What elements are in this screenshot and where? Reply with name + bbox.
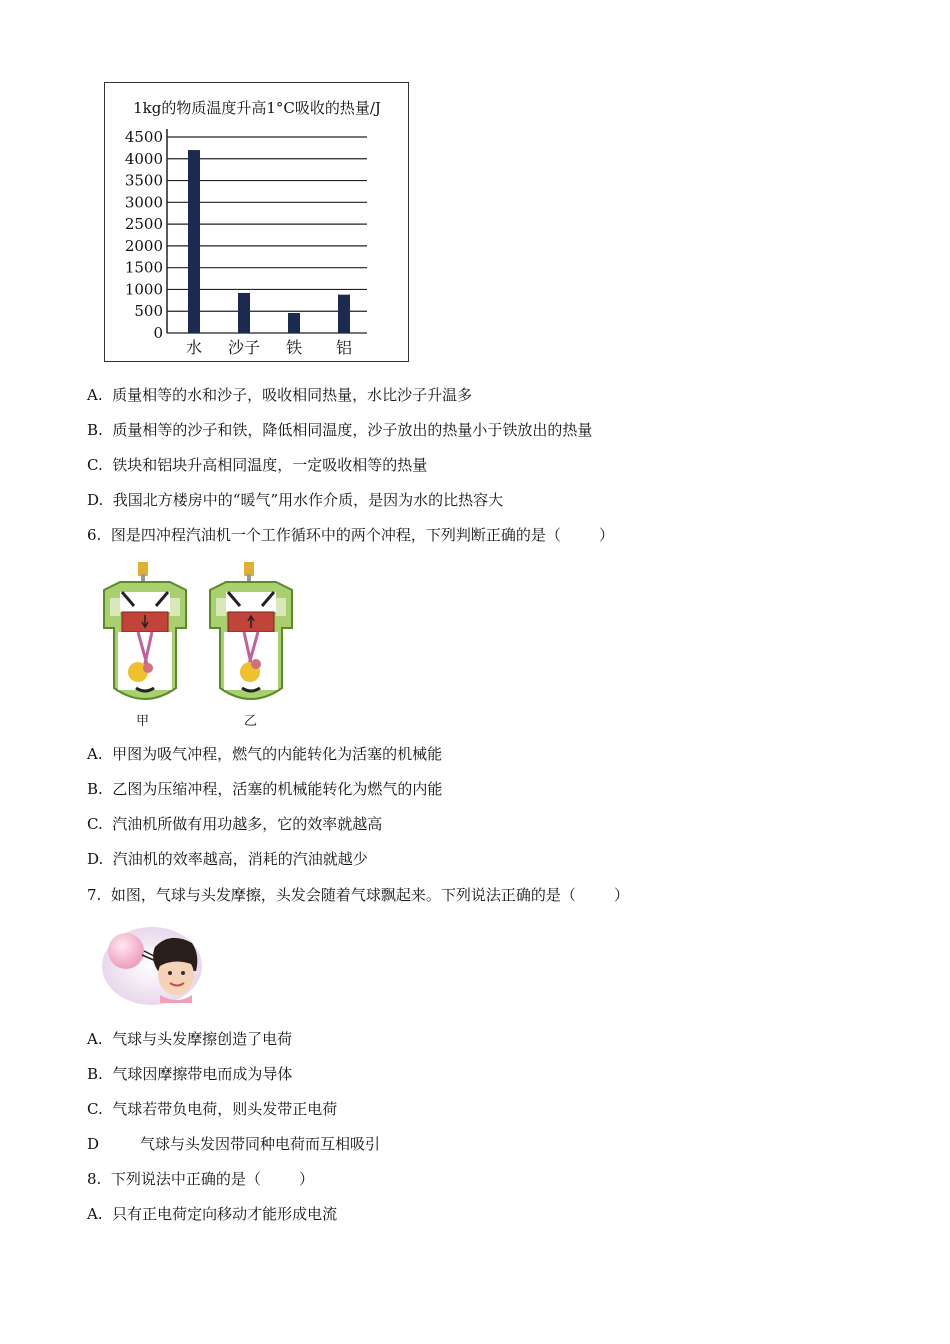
specific-heat-chart (104, 82, 409, 362)
bar-3 (338, 295, 350, 333)
q6-option-d: D. 汽油机的效率越高，消耗的汽油就越少 (87, 850, 368, 868)
bar-1 (238, 293, 250, 333)
x-category-label: 水 (185, 338, 203, 357)
y-tick-label: 3500 (124, 171, 163, 190)
y-tick-label: 3000 (124, 193, 163, 212)
engine-diagram-yi (206, 560, 296, 730)
y-tick-label: 2000 (124, 236, 163, 255)
label-jia: 甲 (136, 714, 150, 729)
q6-option-a: A. 甲图为吸气冲程，燃气的内能转化为活塞的机械能 (87, 745, 443, 763)
engine-diagram-jia (100, 560, 190, 730)
y-tick-label: 4500 (124, 128, 163, 146)
q5-option-b: B. 质量相等的沙子和铁，降低相同温度，沙子放出的热量小于铁放出的热量 (87, 421, 593, 439)
bar-0 (188, 150, 200, 333)
x-category-label: 沙子 (227, 338, 261, 357)
y-tick-label: 2500 (124, 215, 163, 234)
bar-2 (288, 313, 300, 333)
q5-option-a: A. 质量相等的水和沙子，吸收相同热量，水比沙子升温多 (87, 386, 473, 404)
q7-option-d: 气球与头发因带同种电荷而互相吸引 (140, 1135, 381, 1153)
y-tick-label: 0 (153, 324, 163, 342)
y-tick-label: 4000 (124, 149, 163, 168)
y-tick-label: 500 (134, 302, 163, 321)
label-yi: 乙 (244, 714, 258, 729)
q7-option-d-letter: D (87, 1135, 100, 1153)
q8-stem: 8. 下列说法中正确的是（ ） (87, 1170, 314, 1188)
q6-option-c: C. 汽油机所做有用功越多，它的效率就越高 (87, 815, 383, 833)
x-category-label: 铁 (285, 338, 303, 357)
balloon-girl-photo (100, 925, 205, 1007)
q6-option-b: B. 乙图为压缩冲程，活塞的机械能转化为燃气的内能 (87, 780, 443, 798)
q7-option-b: B. 气球因摩擦带电而成为导体 (87, 1065, 293, 1083)
bar-chart-svg (105, 83, 410, 363)
q7-option-c: C. 气球若带负电荷，则头发带正电荷 (87, 1100, 338, 1118)
y-tick-label: 1000 (124, 280, 163, 299)
y-tick-label: 1500 (124, 258, 163, 277)
chart-title: 1kg的物质温度升高1°C吸收的热量/J (133, 99, 381, 117)
q6-stem: 6. 图是四冲程汽油机一个工作循环中的两个冲程，下列判断正确的是（ ） (87, 526, 614, 544)
q8-option-a: A. 只有正电荷定向移动才能形成电流 (87, 1205, 338, 1223)
x-category-label: 铝 (335, 338, 353, 357)
q7-stem: 7. 如图，气球与头发摩擦，头发会随着气球飘起来。下列说法正确的是（ ） (87, 886, 629, 904)
q7-option-a: A. 气球与头发摩擦创造了电荷 (87, 1030, 293, 1048)
q5-option-d: D. 我国北方楼房中的“暖气”用水作介质，是因为水的比热容大 (87, 491, 504, 509)
q5-option-c: C. 铁块和铝块升高相同温度，一定吸收相等的热量 (87, 456, 428, 474)
